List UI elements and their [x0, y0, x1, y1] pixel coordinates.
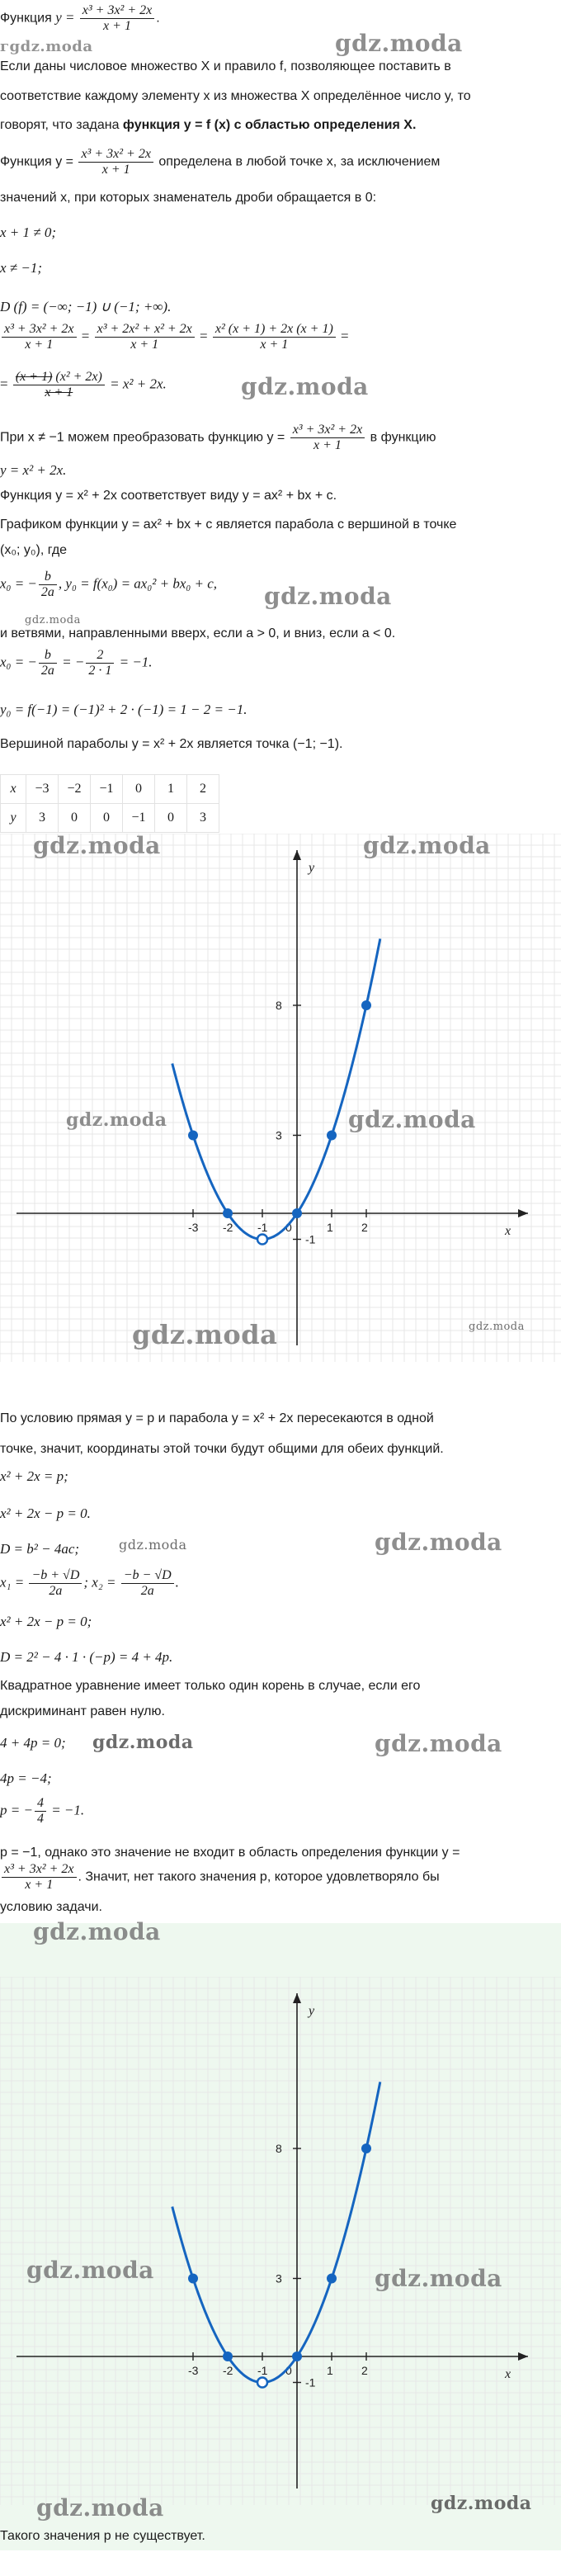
eq-sign: = [0, 376, 12, 392]
line-31: точке, значит, координаты этой точки будут общими для обеих функций. [0, 1442, 444, 1456]
value-table [0, 774, 219, 833]
line-2: Если даны числовое множество X и правило f, позволяющее поставить в [0, 59, 451, 73]
frac-num: x³ + 3x² + 2x [80, 3, 155, 19]
watermark-logo: gdz.moda [92, 1732, 194, 1753]
x-tick-label: -2 [223, 1221, 233, 1234]
x-tick-label: 1 [327, 1221, 333, 1234]
watermark-logo: gdz.moda [375, 2265, 502, 2292]
parabola-graph-2 [0, 1977, 561, 2505]
parabola-graph-1 [0, 834, 561, 1362]
cancelled-factor: (x + 1) [15, 370, 53, 384]
line-16: (x₀; y₀), где [0, 543, 68, 557]
text-part: говорят, что задана [0, 118, 123, 132]
line-21: Вершиной параболы y = x² + 2x является точка (−1; −1). [0, 737, 343, 751]
line-6: значений x, при которых знаменатель дроби обращается в 0: [0, 191, 377, 205]
line-45: условию задачи. [0, 1900, 102, 1914]
x-tick-label: -3 [188, 2364, 199, 2377]
frac-den: 4 [36, 1812, 44, 1826]
y-tick-label: 3 [276, 2271, 282, 2285]
fraction-4 [95, 322, 195, 352]
text-bold-domain: с областью определения X. [230, 118, 417, 132]
line-14: Функция y = x² + 2x соответствует виду y = ax² + bx + c. [0, 489, 337, 503]
frac-num: x³ + 2x² + x² + 2x [95, 322, 195, 338]
graph-point [361, 1000, 371, 1010]
eq-sign: = [337, 328, 349, 344]
table-cell: 2 [187, 775, 219, 804]
y-tick-label: 8 [276, 2142, 282, 2155]
line-39: дискриминант равен нулю. [0, 1704, 165, 1718]
y-tick-label: 8 [276, 999, 282, 1012]
x-tick-label: -1 [257, 2364, 268, 2377]
line-10-transform [0, 322, 349, 352]
line-9: D (f) = (−∞; −1) ∪ (−1; +∞). [0, 299, 172, 314]
table-cell: −1 [91, 775, 123, 804]
x-tick-label: -3 [188, 1221, 199, 1234]
line-7: x + 1 ≠ 0; [0, 225, 57, 240]
graph-point [361, 2144, 371, 2153]
line-42 [0, 1796, 84, 1827]
frac-num: −b + √D [29, 1568, 82, 1584]
x-tick-label: 0 [285, 2364, 292, 2377]
y-axis-label: y [309, 861, 315, 875]
period: . [175, 1574, 179, 1591]
table-cell: 3 [187, 804, 219, 833]
frac-den: x + 1 [313, 438, 342, 452]
text-part: = −1. [47, 1802, 85, 1818]
x-axis-label: x [505, 2367, 512, 2381]
line-19 [0, 648, 153, 678]
math-y-eq: y = [55, 9, 78, 26]
frac-den: x + 1 [25, 338, 54, 352]
line-final: Такого значения p не существует. [0, 2529, 205, 2543]
line-33: x² + 2x − p = 0. [0, 1505, 91, 1521]
graph-vertex-point [257, 2378, 267, 2388]
table-row [1, 804, 219, 833]
line-3: соответствие каждому элементу x из множества X определённое число y, то [0, 89, 471, 103]
fraction-12 [121, 1568, 174, 1599]
watermark-logo: gdz.moda [26, 2257, 154, 2284]
watermark-logo: гgdz.moda [0, 38, 93, 55]
x-axis-label: x [505, 1224, 512, 1238]
line-12 [0, 423, 436, 453]
text-part: p = − [0, 1802, 33, 1818]
y-tick-label: -1 [305, 2375, 316, 2389]
frac-den: x + 1 [25, 1878, 54, 1892]
frac-den: x + 1 [130, 338, 159, 352]
table-cell: 3 [26, 804, 59, 833]
frac-den: 2a [140, 1584, 154, 1598]
frac-num: x³ + 3x² + 2x [78, 147, 153, 163]
text-part: = −1. [116, 654, 153, 670]
frac-num: −b − √D [121, 1568, 174, 1584]
line-13: y = x² + 2x. [0, 462, 67, 478]
text-part: x₀ = − [0, 654, 37, 670]
frac-den: 2 · 1 [88, 664, 112, 678]
line-44 [0, 1862, 440, 1893]
table-cell: 0 [91, 804, 123, 833]
text-bold-function: функция y = f (x) [122, 118, 231, 132]
frac-num: 2 [86, 648, 114, 664]
fraction-6 [13, 370, 105, 400]
text-part: x₁ = [0, 1574, 28, 1591]
x-tick-label: 1 [327, 2364, 333, 2377]
line-8: x ≠ −1; [0, 260, 43, 276]
graph-point [292, 2351, 302, 2361]
frac-den: 2a [40, 585, 54, 599]
watermark-logo: gdz.moda [66, 1109, 167, 1131]
text-part: ; x₂ = [83, 1574, 120, 1591]
line-function-def [0, 3, 160, 34]
line-20: y₀ = f(−1) = (−1)² + 2 · (−1) = 1 − 2 = −1. [0, 702, 248, 717]
fraction-14 [2, 1862, 77, 1893]
text-part: = − [58, 654, 85, 670]
table-cell: −3 [26, 775, 59, 804]
line-4 [0, 116, 416, 135]
text-part: в функцию [366, 430, 436, 445]
table-cell: 1 [155, 775, 187, 804]
graph-point [292, 1208, 302, 1218]
y-tick-label: -1 [305, 1232, 316, 1246]
fraction-3 [2, 322, 77, 352]
frac-den: x + 1 [103, 19, 131, 33]
line-15: Графиком функции y = ax² + bx + c является парабола с вершиной в точке [0, 518, 457, 532]
fraction-9 [39, 648, 57, 678]
fraction-5 [213, 322, 336, 352]
fraction-10 [86, 648, 114, 678]
line-5 [0, 147, 440, 177]
line-36: x² + 2x − p = 0; [0, 1614, 92, 1629]
watermark-logo: gdz.moda [36, 2494, 164, 2522]
fraction-2 [78, 147, 153, 177]
fraction-1 [80, 3, 155, 34]
graph-point [188, 1131, 198, 1141]
line-18: и ветвями, направленными вверх, если a > 0, и вниз, если a < 0. [0, 626, 396, 640]
frac-num: b [39, 570, 57, 585]
watermark-logo: gdz.moda [132, 1319, 278, 1350]
frac-num: x³ + 3x² + 2x [2, 322, 77, 338]
line-40: 4 + 4p = 0; [0, 1735, 66, 1751]
fraction-13 [35, 1796, 46, 1827]
watermark-logo: gdz.moda [25, 614, 81, 626]
text-part: x₀ = − [0, 575, 37, 592]
x-axis-arrow-icon [518, 1209, 528, 1217]
fraction-11 [29, 1568, 82, 1599]
frac-num [13, 370, 105, 385]
watermark-logo: gdz.moda [335, 30, 463, 57]
text-part: , y₀ = f(x₀) = ax₀² + bx₀ + c, [58, 575, 218, 592]
line-43: p = −1, однако это значение не входит в область определения функции y = [0, 1846, 460, 1860]
watermark-logo: gdz.moda [375, 1529, 502, 1556]
remaining-factor: (x² + 2x) [52, 370, 102, 384]
watermark-logo: gdz.moda [431, 2493, 532, 2514]
text-result: = x² + 2x. [106, 376, 167, 392]
graph-point [327, 1131, 337, 1141]
fraction-7 [290, 423, 365, 453]
graph-point [327, 2274, 337, 2284]
watermark-logo: gdz.moda [33, 1918, 161, 1945]
table-cell: 0 [59, 804, 91, 833]
graph-point [223, 1208, 233, 1218]
y-tick-label: 3 [276, 1128, 282, 1142]
watermark-text: gdz.moda [9, 38, 93, 55]
line-41: 4p = −4; [0, 1770, 52, 1786]
frac-num: b [39, 648, 57, 664]
x-axis-arrow-icon [518, 2352, 528, 2361]
frac-num: x³ + 3x² + 2x [290, 423, 365, 438]
table-cell: x [1, 775, 26, 804]
x-tick-label: -2 [223, 2364, 233, 2377]
line-37: D = 2² − 4 · 1 · (−p) = 4 + 4p. [0, 1649, 173, 1665]
text-part: . Значит, нет такого значения p, которое удовлетворяло бы [78, 1869, 440, 1884]
fraction-8 [39, 570, 57, 600]
frac-den: x + 1 [101, 163, 130, 177]
watermark-logo: gdz.moda [348, 1106, 476, 1133]
line-38: Квадратное уравнение имеет только один корень в случае, если его [0, 1679, 421, 1693]
graph-point [188, 2274, 198, 2284]
watermark-logo: gdz.moda [375, 1730, 502, 1757]
watermark-logo: gdz.moda [241, 373, 369, 400]
watermark-logo: gdz.moda [469, 1321, 525, 1333]
table-cell: 0 [123, 775, 155, 804]
frac-num: x² (x + 1) + 2x (x + 1) [213, 322, 336, 338]
eq-sign: = [78, 328, 93, 344]
watermark-logo: gdz.moda [264, 583, 392, 610]
frac-num: 4 [35, 1796, 46, 1812]
text-part: При x ≠ −1 можем преобразовать функцию y = [0, 430, 289, 445]
eq-sign: = [196, 328, 211, 344]
table-row [1, 775, 219, 804]
line-32: x² + 2x = p; [0, 1468, 68, 1484]
text-function: Функция [0, 11, 56, 26]
frac-den: x + 1 [45, 385, 73, 399]
line-34: D = b² − 4ac; [0, 1541, 80, 1557]
table-cell: 0 [155, 804, 187, 833]
period: . [156, 11, 160, 26]
graph-point [223, 2351, 233, 2361]
frac-den: 2a [49, 1584, 63, 1598]
text-part: определена в любой точке x, за исключением [154, 154, 441, 169]
x-tick-label: 2 [361, 1221, 368, 1234]
line-17 [0, 570, 217, 600]
table-cell: −1 [123, 804, 155, 833]
table-cell: −2 [59, 775, 91, 804]
table-cell: y [1, 804, 26, 833]
watermark-logo: gdz.moda [33, 832, 161, 859]
graph-vertex-point [257, 1235, 267, 1245]
watermark-logo: gdz.moda [363, 832, 491, 859]
y-axis-label: y [309, 2004, 315, 2018]
watermark-logo: gdz.moda [119, 1537, 187, 1553]
frac-den: x + 1 [260, 338, 289, 352]
text-part: Функция y = [0, 154, 78, 169]
x-tick-label: -1 [257, 1221, 268, 1234]
line-30: По условию прямая y = p и парабола y = x² + 2x пересекаются в одной [0, 1411, 434, 1425]
line-35 [0, 1568, 179, 1599]
x-tick-label: 0 [285, 1221, 292, 1234]
x-tick-label: 2 [361, 2364, 368, 2377]
line-11-simplify [0, 370, 167, 400]
frac-den: 2a [40, 664, 54, 678]
frac-num: x³ + 3x² + 2x [2, 1862, 77, 1878]
